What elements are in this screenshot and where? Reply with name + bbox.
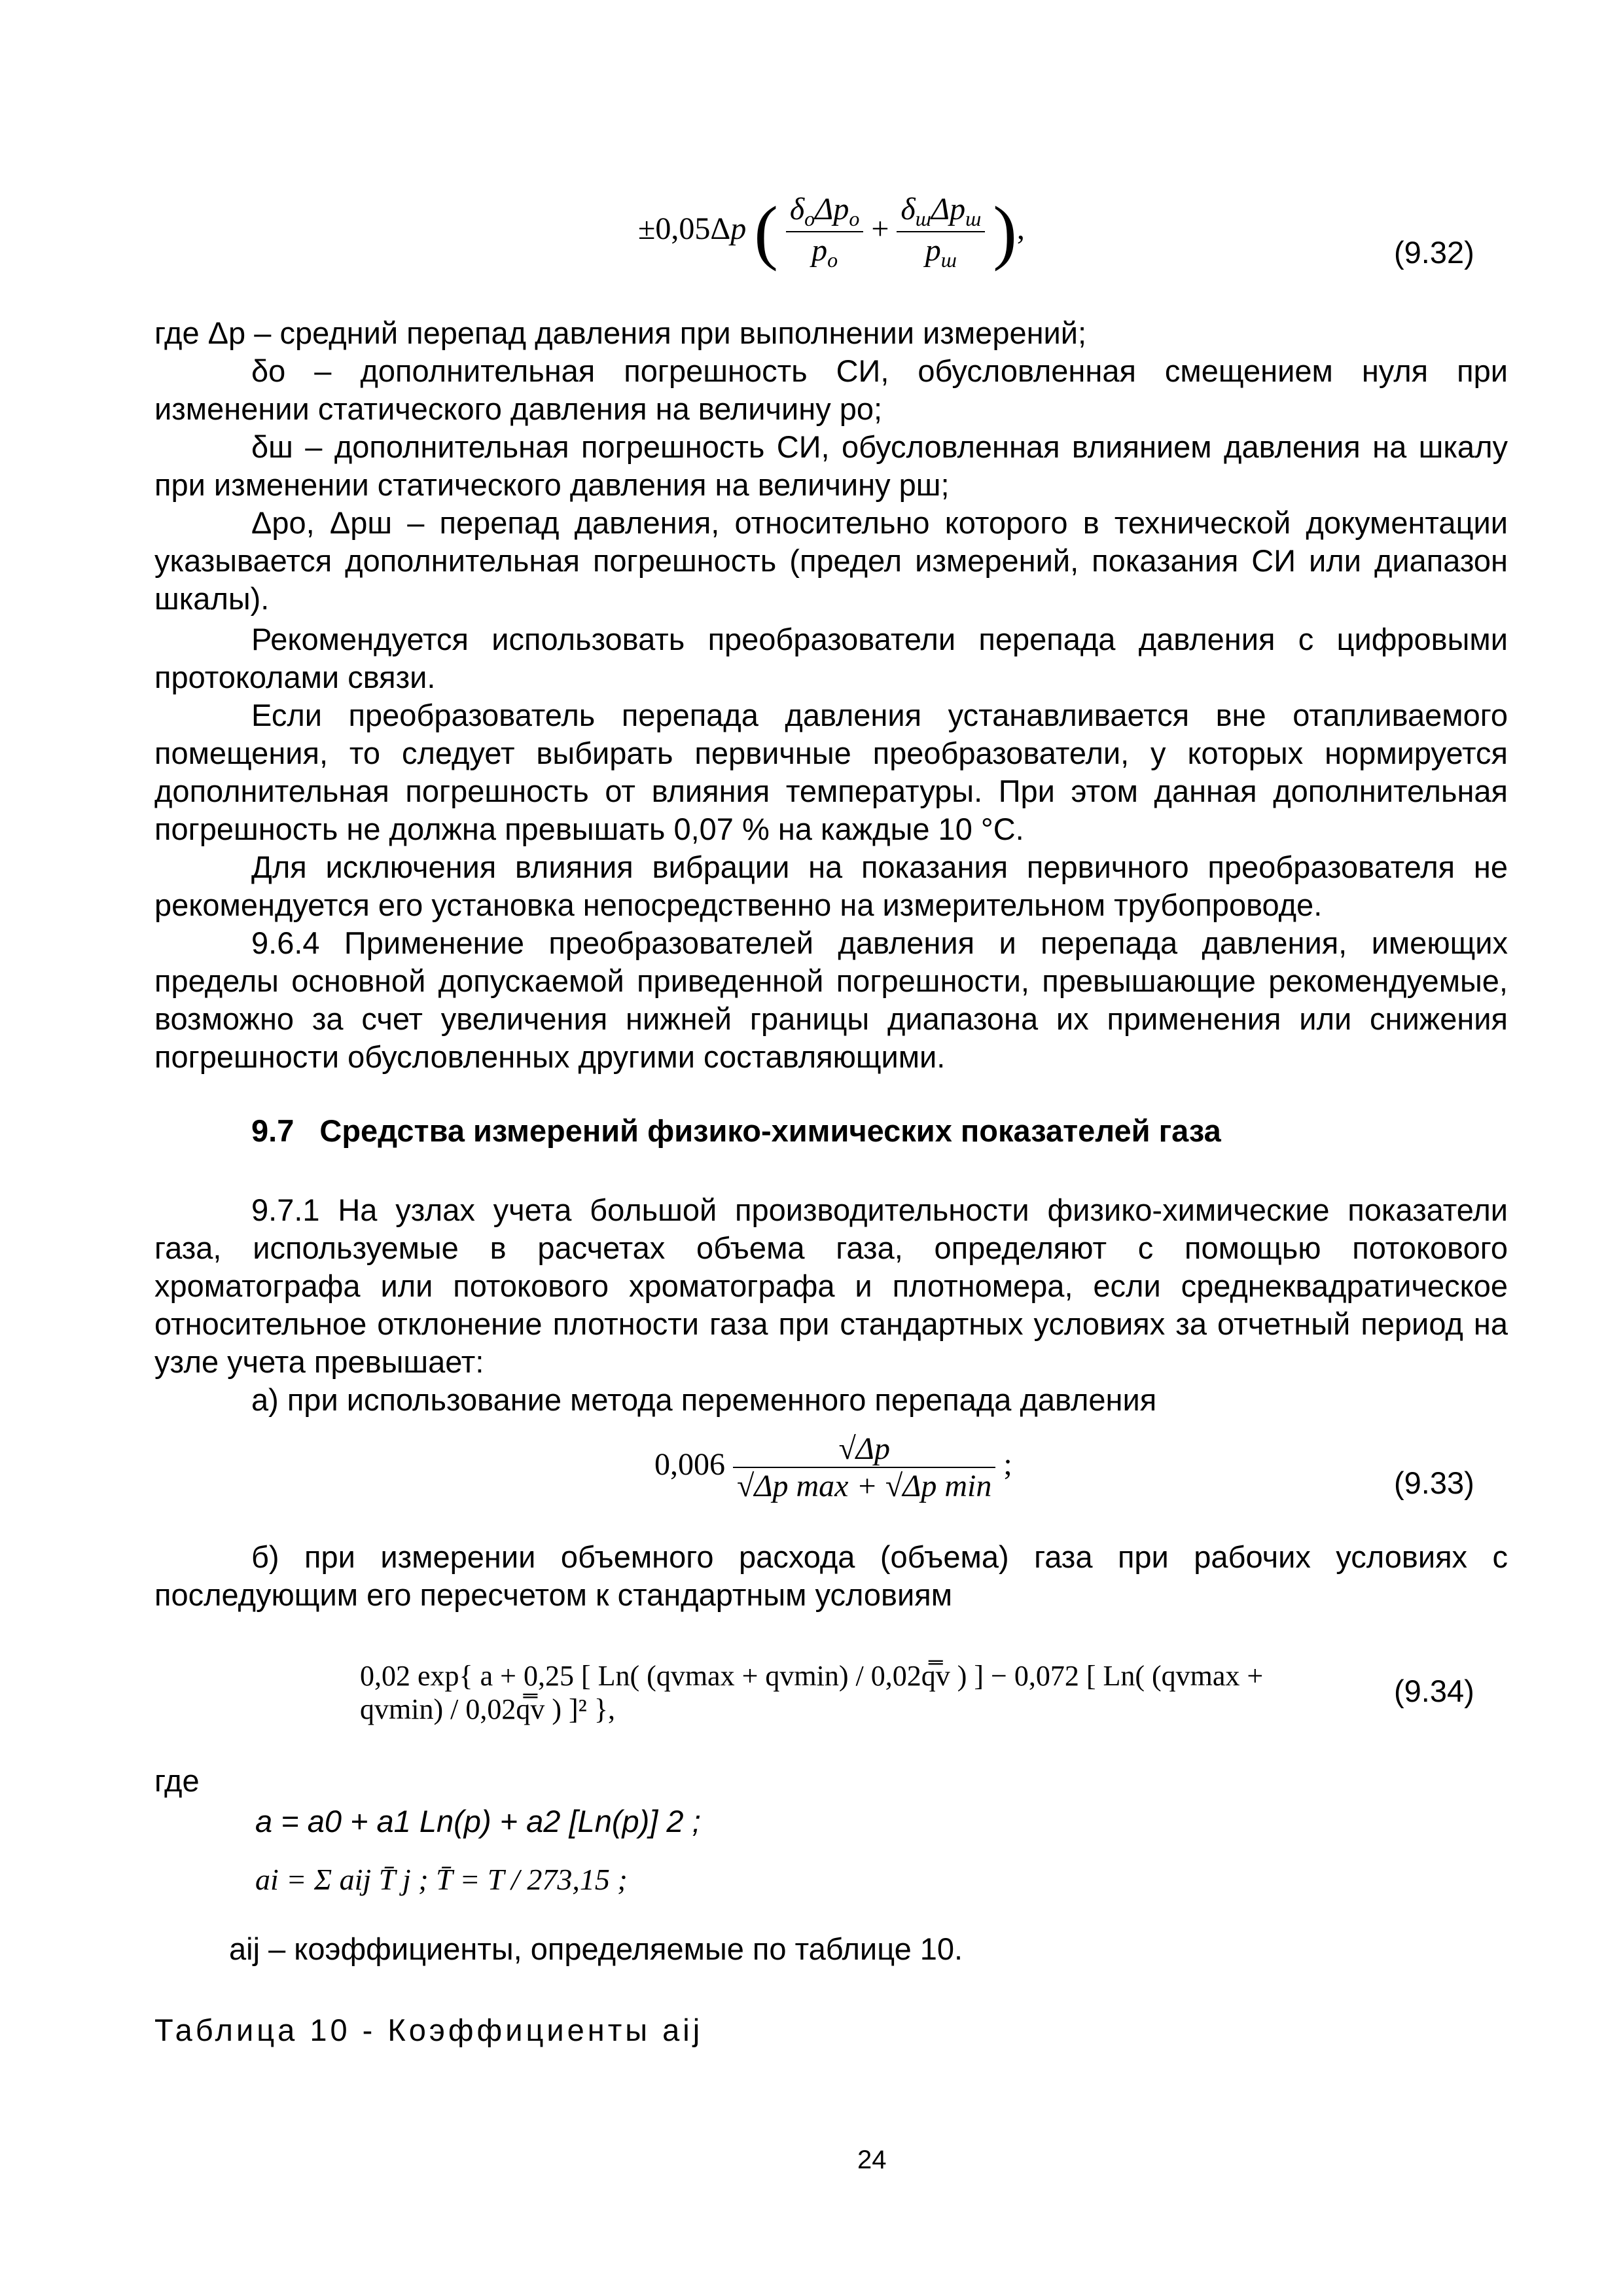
def-delta-sh: δш – дополнительная погрешность СИ, обусловленная влиянием давления на шкалу при изменении статического давления на величину рш; — [154, 429, 1508, 502]
def-delta-o: δо – дополнительная погрешность СИ, обусловленная смещением нуля при изменении статического давления на величину ро; — [154, 353, 1508, 426]
eq-term1: $\frac{\delta_o\Delta p_o}{p_o}$ — [786, 191, 863, 272]
section-number: 9.7 — [251, 1113, 294, 1148]
eq-prefix: ±0,05Δ — [638, 211, 731, 247]
paragraph-vibration: Для исключения влияния вибрации на показания первичного преобразователя не рекомендуется его установка непосредственно на измерительном трубопроводе. — [154, 850, 1508, 922]
equation-number-9-34: (9.34) — [1394, 1674, 1474, 1708]
aij-definition: aij – коэффициенты, определяемые по таблице 10. — [229, 1931, 963, 1966]
page-number: 24 — [857, 2145, 887, 2174]
def-dp: где Δр – средний перепад давления при выполнении измерений; — [154, 315, 1087, 350]
paragraph-recommend: Рекомендуется использовать преобразователи перепада давления с цифровыми протоколами связи. — [154, 622, 1508, 694]
section-title: Средства измерений физико-химических показателей газа — [319, 1113, 1221, 1148]
equation-number-9-33: (9.33) — [1394, 1465, 1474, 1500]
where-label: где — [154, 1763, 200, 1798]
item-b: б) при измерении объемного расхода (объема) газа при рабочих условиях с последующим его пересчетом к стандартным условиям — [154, 1539, 1508, 1612]
paragraph-heating: Если преобразователь перепада давления устанавливается вне отапливаемого помещения, то следует выбирать первичные преобразователи, у которых нормируется дополнительная погрешность от влияния температуры. При этом данная дополнительная погрешность не должна превышать 0,07 % на каждые 10 °С. — [154, 698, 1508, 846]
equation-9-34: 0,02 exp{ a + 0,25 [ Ln( (qvmax + qvmin) / 0,02q̿v ) ] − 0,072 [ Ln( (qvmax + qvmin) / 0,02q̿v ) ]² }, — [360, 1660, 1264, 1725]
eq933-fraction: $\frac{√\Delta p}{\text{√Δp max + √Δp min}}$ — [733, 1431, 995, 1504]
paragraph-9-7-1: 9.7.1 На узлах учета большой производительности физико-химические показатели газа, используемые в расчетах объема газа, определяют с помощью потокового хроматографа или потокового хроматографа и плотномера, если среднеквадратическое относительное отклонение плотности газа при стандартных условиях за отчетный период на узле учета превышает: — [154, 1193, 1508, 1379]
formula-ai: ai = Σ aij T̄ j ; T̄ = T / 273,15 ; — [255, 1863, 628, 1896]
section-heading — [251, 1113, 1221, 1149]
item-a: а) при использование метода переменного перепада давления — [251, 1382, 1157, 1417]
paragraph-9-6-4: 9.6.4 Применение преобразователей давления и перепада давления, имеющих пределы основной допускаемой приведенной погрешности, превышающие рекомендуемые, возможно за счет увеличения нижней границы диапазона их применения или снижения погрешности обусловленных другими составляющими. — [154, 925, 1508, 1074]
equation-9-33: 0,006 $\frac{√\Delta p}{\text{√Δp max + √Δp min}}$ ; — [654, 1431, 1012, 1503]
table-caption: Таблица 10 - Коэффициенты aij — [154, 2013, 704, 2047]
formula-a: a = a0 + a1 Ln(p) + a2 [Ln(p)] 2 ; — [255, 1804, 701, 1839]
eq-term2: $\frac{\delta_ш\Delta p_ш}{p_ш}$ — [897, 191, 985, 272]
equation-number-9-32: (9.32) — [1394, 235, 1474, 270]
equation-9-32: ±0,05Δp ( $\frac{\delta_o\Delta p_o}{p_o}$ + $\frac{\delta_ш\Delta p_ш}{p_ш}$ ), — [638, 192, 1025, 272]
eq933-coef: 0,006 — [654, 1447, 725, 1482]
def-dp-o-sh: Δро, Δрш – перепад давления, относительно которого в технической документации указывается дополнительная погрешность (предел измерений, показания СИ или диапазон шкалы). — [154, 505, 1508, 616]
eq-p: p — [730, 211, 747, 247]
